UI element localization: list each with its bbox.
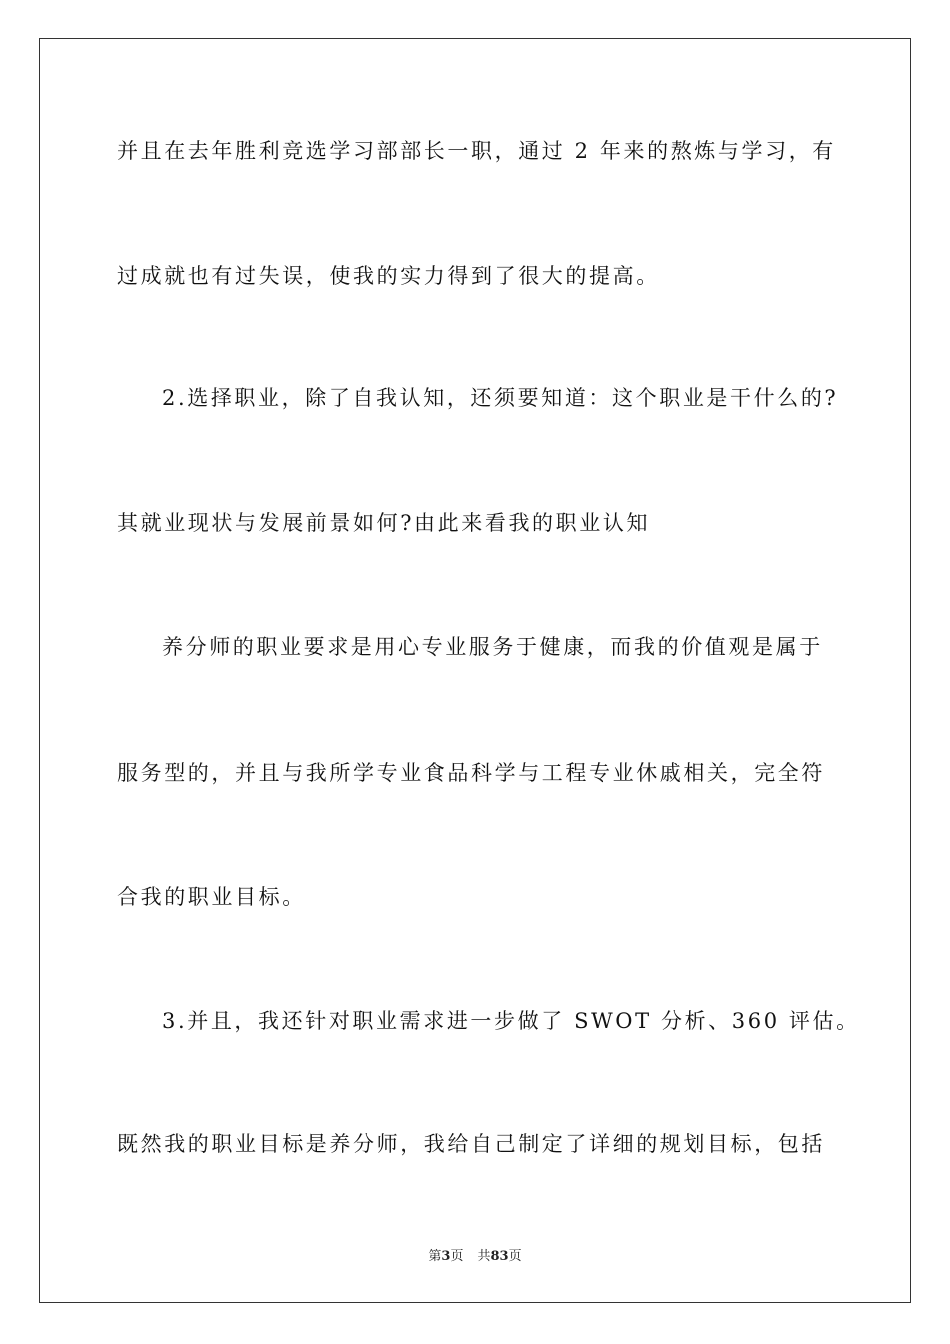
footer-total-pages: 83 <box>490 1249 509 1264</box>
body-text-line: 2.选择职业，除了自我认知，还须要知道：这个职业是干什么的? <box>162 386 839 410</box>
footer-page-prefix: 第 <box>428 1249 442 1264</box>
body-text-line: 合我的职业目标。 <box>117 885 306 909</box>
body-text-line: 过成就也有过失误，使我的实力得到了很大的提高。 <box>117 264 660 288</box>
body-text-line: 既然我的职业目标是养分师，我给自己制定了详细的规划目标，包括 <box>117 1132 825 1156</box>
body-text-line: 养分师的职业要求是用心专业服务于健康，而我的价值观是属于 <box>162 635 823 659</box>
page-border <box>39 38 911 1303</box>
body-text-line: 服务型的，并且与我所学专业食品科学与工程专业休戚相关，完全符 <box>117 761 825 785</box>
footer-total-prefix: 共 <box>477 1249 491 1264</box>
page-footer <box>0 1248 950 1266</box>
footer-page-suffix: 页 <box>450 1249 464 1264</box>
footer-total-suffix: 页 <box>508 1249 522 1264</box>
body-text-line: 并且在去年胜利竞选学习部部长一职，通过 2 年来的熬炼与学习，有 <box>117 139 836 163</box>
footer-page-number: 3 <box>441 1249 451 1264</box>
body-text-line: 3.并且，我还针对职业需求进一步做了 SWOT 分析、360 评估。 <box>162 1009 860 1033</box>
body-text-line: 其就业现状与发展前景如何?由此来看我的职业认知 <box>117 511 651 535</box>
